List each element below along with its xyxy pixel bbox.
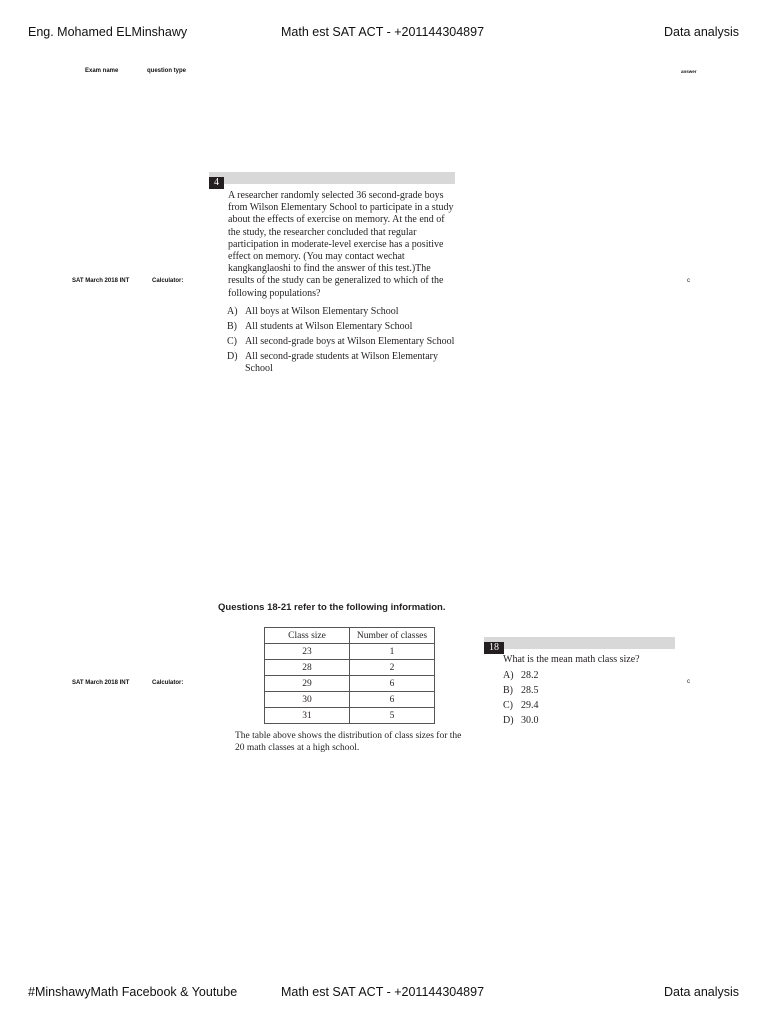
question-4-block [209,172,455,375]
header-topic: Data analysis [664,25,740,39]
table-cell: 6 [350,676,435,692]
footer-social: #MinshawyMath Facebook & Youtube [28,985,238,999]
table-caption: The table above shows the distribution of class sizes for the 20 math classes at a high school. [235,731,462,753]
table-cell: 30 [265,692,350,708]
table-cell: 5 [350,708,435,724]
question-18-number-bar [484,637,675,653]
table-cell: 2 [350,660,435,676]
column-header-exam-name: Exam name [85,68,119,74]
table-row [265,676,435,692]
table-row [265,644,435,660]
choice-d[interactable]: D) All second-grade students at Wilson Elementary School [227,350,438,374]
table-header-number-of-classes: Number of classes [350,628,435,644]
table-header-class-size: Class size [265,628,350,644]
choice-d[interactable]: D) 30.0 [503,715,539,727]
header-contact: Math est SAT ACT - +201144304897 [281,25,485,39]
table-header-row [265,628,435,644]
choice-b[interactable]: B) 28.5 [503,685,539,697]
question-18-choices [503,670,675,727]
table-cell: 31 [265,708,350,724]
table-row [265,660,435,676]
choice-c[interactable]: C) 29.4 [503,700,539,712]
row1-answer: c [687,278,690,284]
table-row [265,692,435,708]
row2-question-type: Calculator: [152,680,184,686]
header-author: Eng. Mohamed ELMinshawy [28,25,188,39]
table-row [265,708,435,724]
row1-exam-name: SAT March 2018 INT [72,278,130,284]
choice-b[interactable]: B) All students at Wilson Elementary School [227,320,413,332]
choice-a[interactable]: A) All boys at Wilson Elementary School [227,305,399,317]
question-18-text: What is the mean math class size? [503,654,640,665]
question-18-block [484,637,675,727]
question-4-choices [227,306,455,375]
row1-question-type: Calculator: [152,278,184,284]
table-cell: 29 [265,676,350,692]
row2-exam-name: SAT March 2018 INT [72,680,130,686]
row2-answer: c [687,679,690,685]
table-cell: 28 [265,660,350,676]
class-size-table [264,627,435,724]
footer-contact: Math est SAT ACT - +201144304897 [281,985,485,999]
question-4-number: 4 [209,177,224,189]
table-cell: 6 [350,692,435,708]
choice-a[interactable]: A) 28.2 [503,670,539,682]
question-4-text: A researcher randomly selected 36 second-grade boys from Wilson Elementary School to participate in a study about the effects of exercise on memory. At the end of the study, the researcher concluded that regular participation in moderate-level exercise has a positive effect on memory. (You may contact wechat kangkanglaoshi to find the answer of this test.)The results of the study can be generalized to which of the following populations? [228,190,454,299]
table-cell: 1 [350,644,435,660]
choice-c[interactable]: C) All second-grade boys at Wilson Elementary School [227,335,455,347]
column-header-answer: answer [681,69,697,74]
info-heading: Questions 18-21 refer to the following information. [218,602,446,613]
question-18-number: 18 [484,642,504,654]
table-cell: 23 [265,644,350,660]
question-4-number-bar [209,172,455,188]
footer-topic: Data analysis [664,985,740,999]
column-header-question-type: question type [147,68,187,74]
